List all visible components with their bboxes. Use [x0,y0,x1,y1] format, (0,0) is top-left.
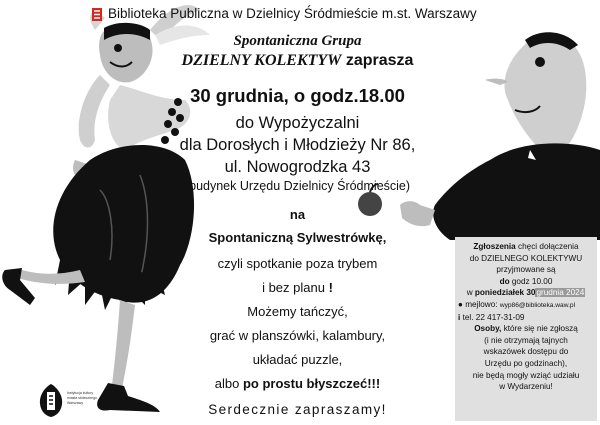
venue-line-4: (budynek Urzędu Dzielnicy Śródmieście) [184,179,411,193]
group-line: Spontaniczna Grupa [233,33,362,49]
desc-line-1: czyli spotkanie poza trybem [217,256,378,271]
box-line-11: Urzędu po godzinach), [484,358,568,368]
desc-line-6 [155,376,440,391]
box-email-label: mejlowo: [465,299,498,309]
box-line-7 [458,312,594,324]
box-l5-b: poniedziałek 30 [474,288,536,298]
desc-line-5: układać puzzle, [252,352,343,367]
desc-line-6-b: po prostu błyszczeć!!! [242,376,381,391]
warsaw-crest-logo-icon [36,382,68,420]
date-time: 30 grudnia, o godz.18.00 [190,85,405,106]
institution-line-1: Instytucja kultury [67,391,94,395]
box-l1-bold: Zgłoszenia [473,242,516,251]
box-l8-bold: Osoby, [474,324,502,334]
invites-word: zaprasza [345,52,414,69]
box-line-12: nie będą mogły wziąć udziału [472,370,580,380]
desc-line-4: grać w planszówki, kalambury, [209,328,386,343]
box-line-10: wskazówek dostępu do [483,347,569,357]
collective-name: DZIELNY KOLEKTYW [181,52,342,69]
box-l7-prefix: i [458,312,461,322]
venue-line-3: ul. Nowogrodzka 43 [224,158,371,176]
box-line-5 [458,287,594,299]
desc-line-2-text: i bez planu [262,280,325,295]
closing-line: Serdecznie zapraszamy! [208,402,387,417]
box-l4-bold: do [499,276,510,286]
venue-line-2: dla Dorosłych i Młodzieży Nr 86, [179,136,416,154]
box-line-6: ● mejlowo: wyp86@biblioteka.waw.pl [458,299,576,309]
box-l5-a: w [466,288,473,298]
box-line-1 [458,241,594,253]
box-l8-rest: które się nie zgłoszą [503,324,578,334]
event-name: Spontaniczną Sylwestrówkę, [208,230,387,245]
box-line-13: w Wydarzeniu! [499,382,553,392]
box-phone: tel. 22 417-31-09 [462,312,525,322]
desc-line-6-a: albo [214,376,240,391]
institution-line-2: miasta stołecznego [67,396,97,400]
collective-line [155,52,440,70]
box-l4-rest: godz 10.00 [511,276,553,286]
box-email-value[interactable]: wyp86@biblioteka.waw.pl [499,301,576,309]
box-line-3: przyjmowane są [496,265,556,275]
na-word: na [289,207,306,222]
box-l1-rest: chęci dołączenia [518,242,579,251]
institution-line-3: Warszawy [67,401,84,405]
library-name: Biblioteka Publiczna w Dzielnicy Śródmieście m.st. Warszawy [108,6,477,21]
venue-line-1: do Wypożyczalni [235,114,360,132]
box-line-9: (i nie otrzymają tajnych [484,335,568,345]
box-line-2: do DZIELNEGO KOLEKTYWU [469,253,583,263]
box-line-4 [458,276,594,288]
desc-line-2 [155,280,440,295]
box-line-8 [458,323,594,335]
signup-info-box [455,237,597,421]
desc-line-3: Możemy tańczyć, [247,304,348,319]
desc-line-2-mark: ! [328,280,333,295]
institution-caption [67,391,107,406]
box-l5-highlight: grudnia 2024 [536,288,585,298]
